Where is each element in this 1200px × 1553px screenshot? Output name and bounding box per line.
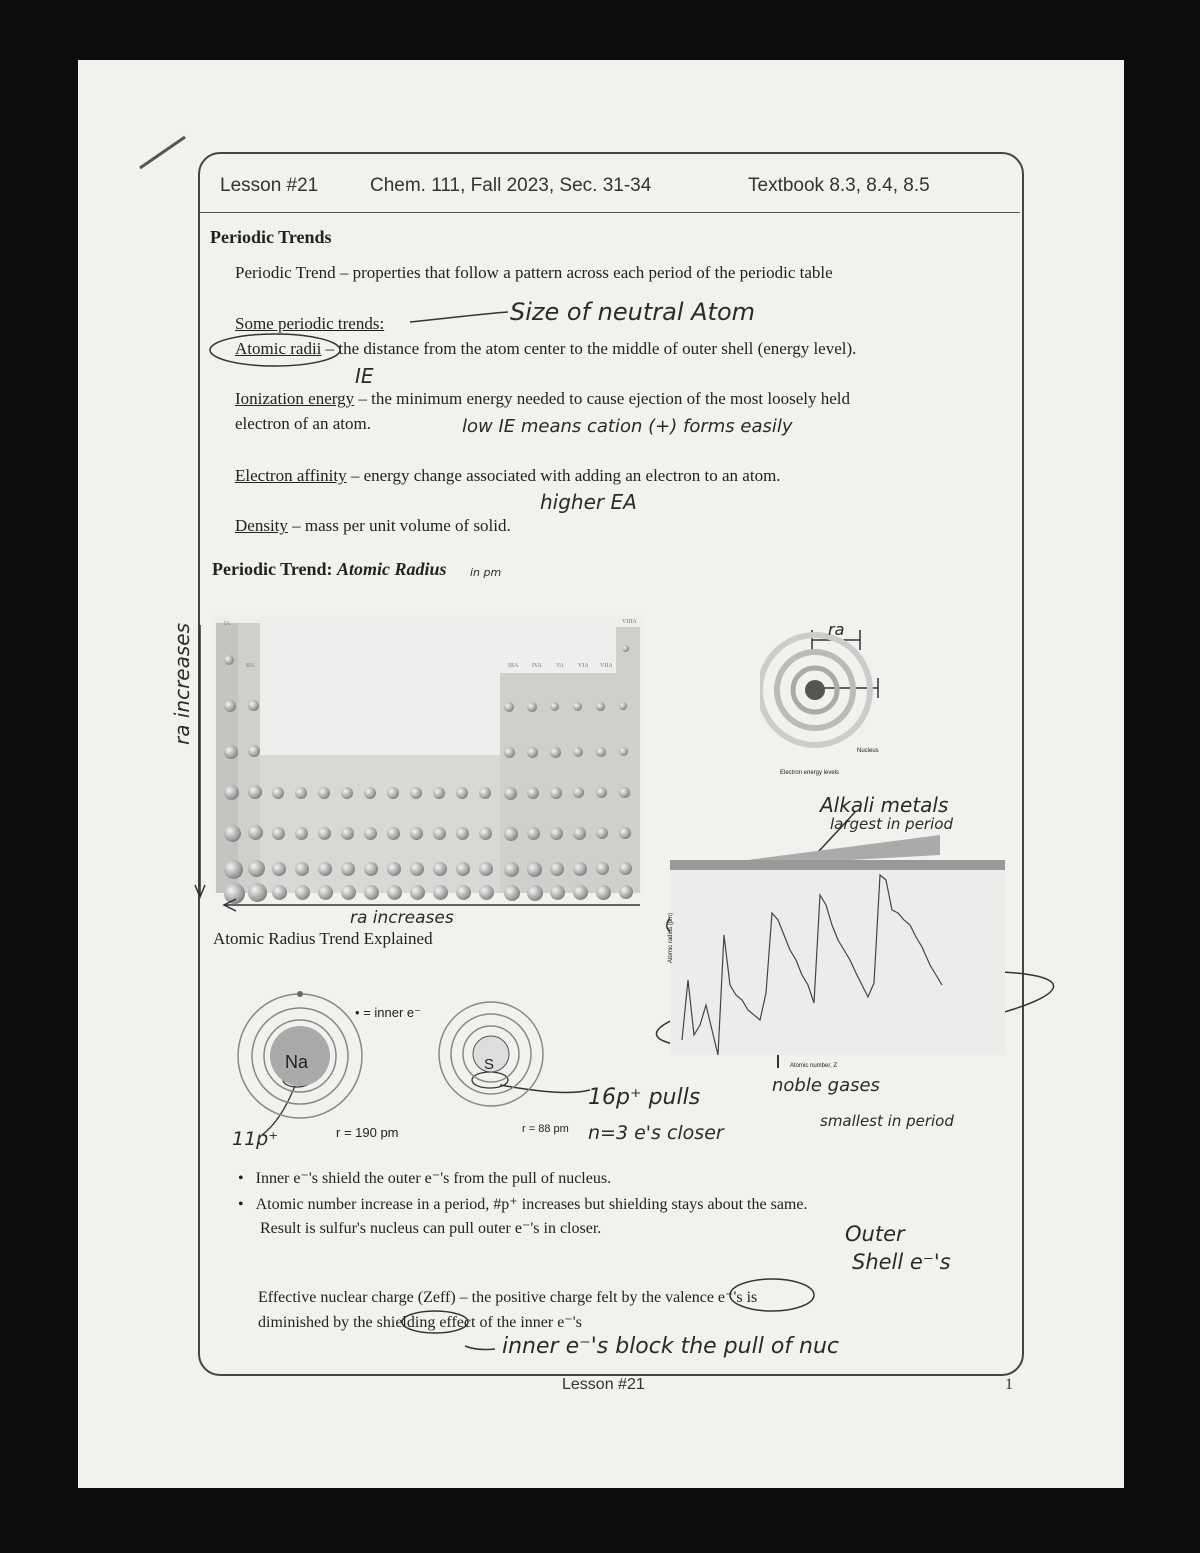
- section-title-periodic-trends: Periodic Trends: [210, 227, 332, 247]
- text-ionization-energy: – the minimum energy needed to cause ejection of the most loosely held: [358, 389, 850, 408]
- hw-higher-ea: higher EA: [540, 490, 637, 514]
- hw-noble: noble gases: [772, 1075, 880, 1096]
- legend-text: = inner e⁻: [363, 1005, 422, 1020]
- header-course: Chem. 111, Fall 2023, Sec. 31-34: [370, 175, 652, 196]
- inner-e-legend: [355, 1005, 421, 1021]
- na-symbol: Na: [285, 1052, 309, 1072]
- group-label-5: VA: [556, 663, 564, 669]
- s-symbol: S: [484, 1056, 495, 1073]
- text-ionization-energy-2: electron of an atom.: [235, 414, 371, 433]
- group-label-2: IIA: [246, 663, 255, 669]
- group-label-7: VIIA: [600, 663, 613, 669]
- bullet-2-text: Atomic number increase in a period, #p⁺ increases but shielding stays about the same.: [255, 1196, 808, 1213]
- hw-low-ie: low IE means cation (+) forms easily: [462, 416, 793, 437]
- some-trends-label: Some periodic trends:: [235, 314, 385, 333]
- group-label-4: IVA: [532, 663, 542, 669]
- group-label-1: IA: [224, 621, 231, 627]
- hw-inner-block: inner e⁻'s block the pull of nuc: [502, 1334, 839, 1359]
- definition-text: – properties that follow a pattern across each period of the periodic table: [339, 263, 833, 282]
- hw-alkali-2: largest in period: [830, 815, 953, 833]
- footer-lesson: Lesson #21: [562, 1376, 645, 1393]
- energy-levels-label: Electron energy levels: [780, 770, 840, 776]
- section-title-trend-explained: Atomic Radius Trend Explained: [213, 929, 433, 948]
- hw-ie: IE: [355, 364, 374, 388]
- zeff-line-2: diminished by the shielding effect of the inner e⁻'s: [258, 1314, 582, 1331]
- nucleus-label: Nucleus: [857, 748, 879, 754]
- bullet-2-cont: Result is sulfur's nucleus can pull outer e⁻'s in closer.: [260, 1220, 602, 1237]
- bullet-dot: •: [238, 1196, 244, 1213]
- section2-italic: Atomic Radius: [337, 559, 447, 579]
- text-electron-affinity: – energy change associated with adding an electron to an atom.: [350, 466, 781, 485]
- section2-prefix: Periodic Trend:: [212, 559, 337, 579]
- atom-svg: [760, 620, 880, 780]
- nucleus: [805, 680, 825, 700]
- na-valence-electron: [297, 991, 303, 997]
- zeff-line-1: Effective nuclear charge (Zeff) – the positive charge felt by the valence e⁻'s is: [258, 1289, 758, 1306]
- hw-size-note: Size of neutral Atom: [510, 298, 756, 326]
- group-label-6: VIA: [578, 663, 589, 669]
- circle-atomic-radii: [210, 334, 340, 366]
- atomic-radius-graph: [640, 825, 1012, 1075]
- hw-p-pulls: 16p⁺ pulls: [588, 1085, 701, 1110]
- bullet-1: [238, 1168, 611, 1190]
- scan-mark: [140, 137, 185, 168]
- hw-outer-shell-2: Shell e⁻'s: [852, 1250, 951, 1274]
- hw-in-pm: in pm: [470, 566, 502, 579]
- term-electron-affinity: Electron affinity: [235, 466, 347, 485]
- graph-svg: [640, 825, 1012, 1075]
- bullet-dot: •: [238, 1170, 244, 1187]
- atom-energy-levels-figure: [760, 620, 880, 780]
- text-atomic-radii: – the distance from the atom center to the middle of outer shell (energy level).: [325, 339, 857, 358]
- term-density: Density: [235, 516, 288, 535]
- header-textbook: Textbook 8.3, 8.4, 8.5: [748, 175, 930, 196]
- footer-page-number: 1: [1005, 1376, 1013, 1393]
- term-atomic-radii: Atomic radii: [235, 339, 322, 358]
- hw-smallest: smallest in period: [820, 1112, 954, 1130]
- graph-ylabel: Atomic radius (pm): [668, 912, 675, 964]
- header-lesson: Lesson #21: [220, 175, 319, 196]
- shielding-dash: [465, 1346, 495, 1350]
- legend-dot: •: [355, 1005, 360, 1020]
- hw-ra-increases-left: ra increases: [350, 908, 454, 928]
- group-label-8: VIIIA: [622, 619, 637, 625]
- definition-term: Periodic Trend: [235, 263, 336, 282]
- bullet-2: [238, 1194, 807, 1216]
- hw-alkali: Alkali metals: [820, 793, 949, 817]
- hw-ra-increases-down: ra increases: [170, 623, 194, 745]
- term-ionization-energy: Ionization energy: [235, 389, 355, 408]
- na-radius: r = 190 pm: [336, 1125, 399, 1140]
- text-density: – mass per unit volume of solid.: [292, 516, 511, 535]
- bullet-1-text: Inner e⁻'s shield the outer e⁻'s from the pull of nucleus.: [255, 1170, 612, 1187]
- hw-outer-shell: Outer: [845, 1222, 905, 1246]
- ra-label: ra: [828, 620, 845, 639]
- graph-plot-area: [670, 870, 1005, 1055]
- hw-11p: 11p⁺: [232, 1128, 279, 1150]
- s-radius: r = 88 pm: [522, 1123, 569, 1135]
- hw-n3: n=3 e's closer: [588, 1122, 724, 1144]
- line-to-size-note: [410, 312, 508, 322]
- group-label-3: IIIA: [508, 663, 519, 669]
- graph-xlabel: Atomic number, Z: [790, 1063, 838, 1069]
